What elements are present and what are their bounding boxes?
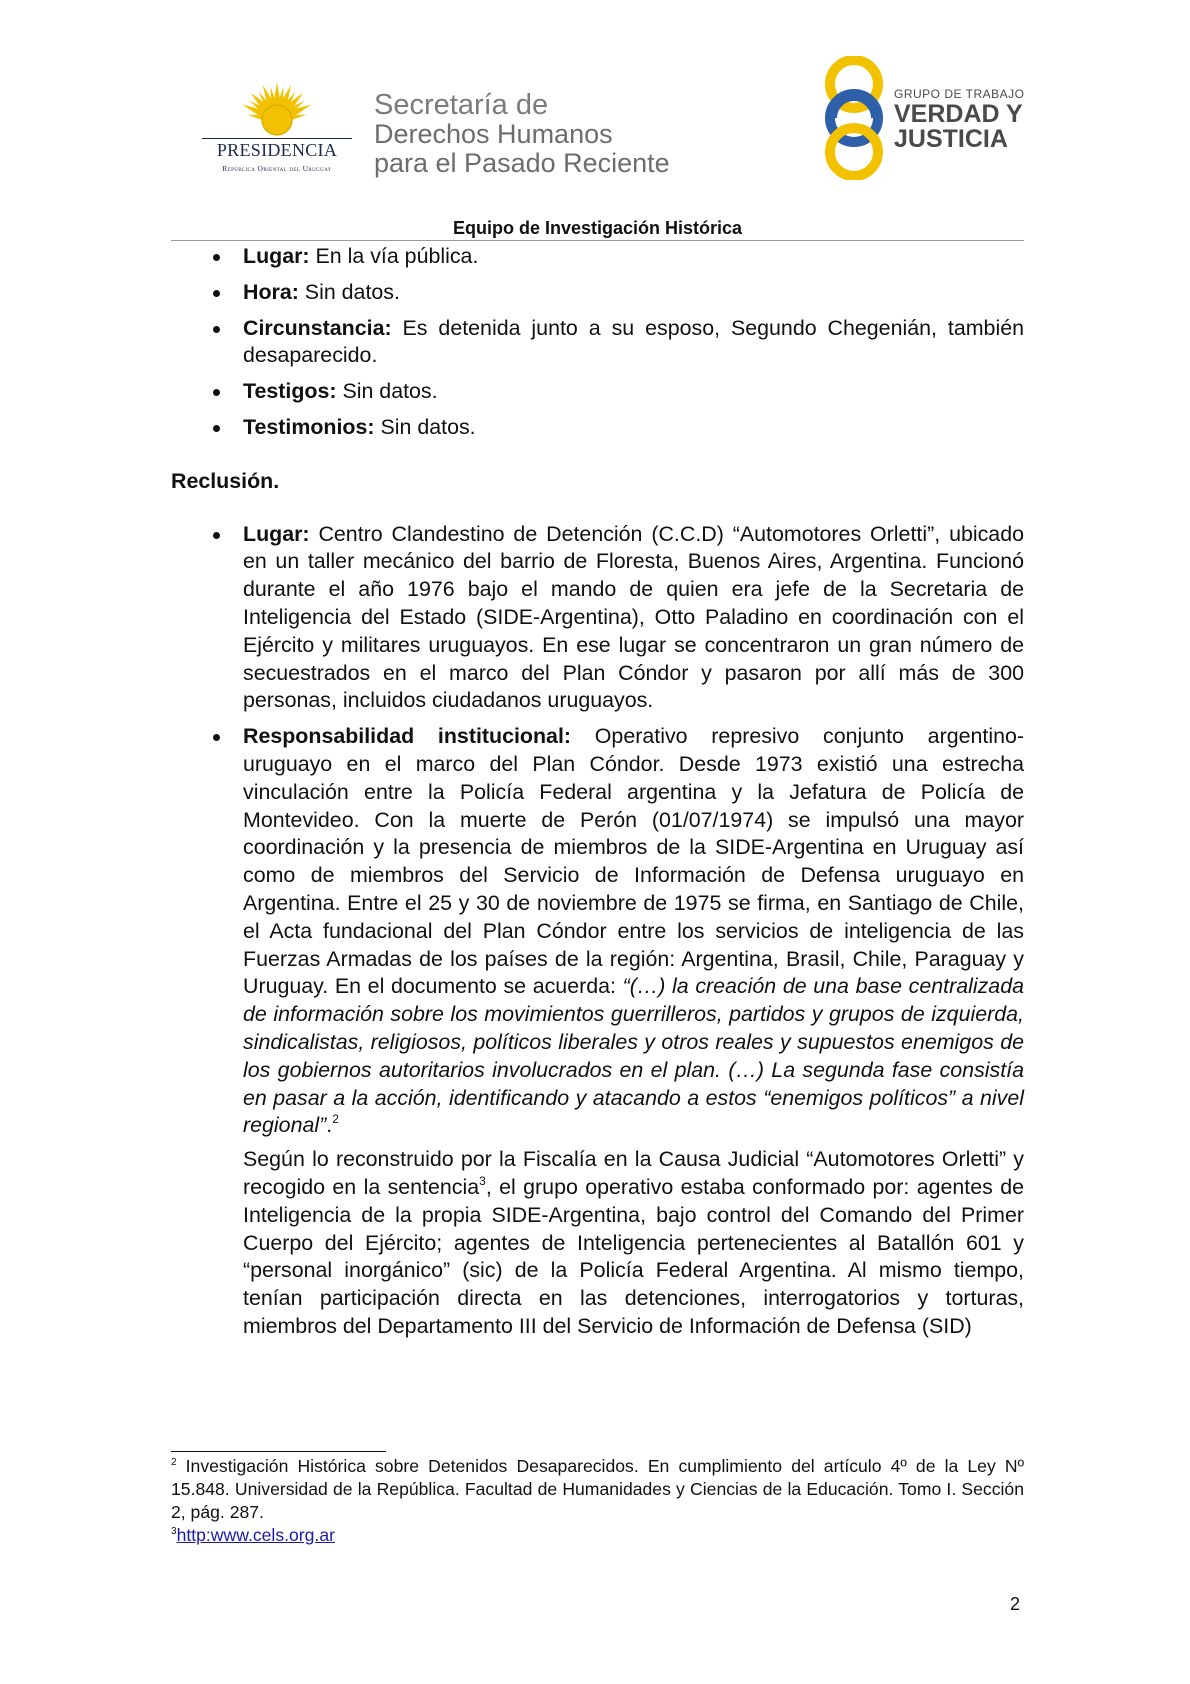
footnote-divider [171, 1451, 386, 1452]
item-text: Sin datos. [336, 379, 438, 404]
secretaria-title [374, 90, 704, 178]
verdad-justicia-logo [820, 56, 1030, 180]
item-text: Sin datos. [374, 414, 476, 439]
footnote-ref[interactable]: 3 [479, 1173, 486, 1188]
footnote-link[interactable]: http:www.cels.org.ar [176, 1525, 335, 1545]
document-body [171, 243, 1024, 1341]
footnote-text: Investigación Histórica sobre Detenidos Desaparecidos. En cumplimiento del artículo 4º de la Ley Nº 15.848. Universidad de la República. Facultad de Humanidades y Ciencias de la Educación. Tomo I. Sección 2, pág. 287. [171, 1456, 1024, 1522]
page-number: 2 [1010, 1594, 1021, 1614]
item-label: Circunstancia: [243, 315, 392, 340]
presidencia-divider [202, 138, 352, 139]
presidencia-logo [196, 80, 358, 176]
item-text: Sin datos. [298, 279, 400, 304]
list-item [171, 414, 1024, 442]
bullet-icon [213, 290, 220, 297]
footnote-number: 3 [171, 1526, 177, 1537]
item-text: En la vía pública. [309, 244, 479, 268]
item-text: Operativo represivo conjunto argentino-uruguayo en el marco del Plan Cóndor. Desde 1973 existió una estrecha vinculación entre la Policía Federal argentina y la Jefatura de Policía de Montevideo. Con la muerte de Perón (01/07/1974) se impulsó una mayor coordinación y la presencia de miembros de la SIDE-Argentina en Uruguay así como de miembros del Servicio de Información de Defensa uruguayo en Argentina. Entre el 25 y 30 de noviembre de 1975 se firma, en Santiago de Chile, el Acta fundacional del Plan Cóndor entre los servicios de inteligencia de las Fuerzas Armadas de los países de la región: Argentina, Brasil, Chile, Paraguay y Uruguay. En el documento se acuerda: [243, 724, 1024, 999]
body-paragraph [243, 1146, 1024, 1341]
item-text: Es detenida junto a su esposo, Segundo Chegenián, también desaparecido. [243, 315, 1024, 368]
grupo-line-1: GRUPO DE TRABAJO [894, 87, 1025, 101]
bullet-icon [213, 734, 220, 741]
detention-list [171, 243, 1024, 442]
footnotes [171, 1455, 1024, 1547]
paragraph-text: , el grupo operativo estaba conformado por: agentes de Inteligencia de la propia SIDE-Argentina, bajo control del Comando del Primer Cuerpo del Ejército; agentes de Inteligencia pertenecientes al Batallón 601 y “personal inorgánico” (sic) de la Policía Federal Argentina. Al mismo tiempo, tenían participación directa en las detenciones, interrogatorios y torturas, miembros del Departamento III del Servicio de Información de Defensa (SID) [243, 1174, 1024, 1338]
section-heading-reclusion: Reclusión. [171, 468, 280, 493]
paragraph-text: Según lo reconstruido por la Fiscalía en la Causa Judicial “Automotores Orletti” y recogido en la sentencia [243, 1147, 1024, 1199]
grupo-line-2: VERDAD Y [894, 100, 1023, 128]
item-label: Testimonios: [243, 414, 375, 439]
list-item [171, 243, 1024, 271]
item-label: Lugar: [243, 521, 310, 546]
bullet-icon [213, 326, 220, 333]
footnote [171, 1455, 1024, 1524]
item-label: Testigos: [243, 379, 337, 404]
list-item [171, 521, 1024, 716]
header-team-name: Equipo de Investigación Histórica [452, 218, 743, 238]
presidencia-name: PRESIDENCIA [216, 140, 338, 160]
item-label: Lugar: [243, 244, 310, 268]
item-text-end: . [326, 1113, 333, 1138]
quoted-text: “(…) la creación de una base centralizada de información sobre los movimientos guerrilleros, partidos y grupos de izquierda, sindicalistas, religiosos, políticos liberales y otros reales y supuestos enemigos de los gobiernos autoritarios involucrados en el plan. (…) La segunda fase consistía en pasar a la acción, identificando y atacando a estos “enemigos políticos” a nivel regional” [243, 974, 1024, 1138]
reclusion-list [171, 521, 1024, 1141]
chain-rings-icon [820, 56, 894, 180]
bullet-icon [213, 389, 220, 396]
item-text: Centro Clandestino de Detención (C.C.D) “Automotores Orletti”, ubicado en un taller mecánico del barrio de Floresta, Buenos Aires, Argentina. Funcionó durante el año 1976 bajo el mando de quien era jefe de la Secretaria de Inteligencia del Estado (SIDE-Argentina), Otto Paladino en coordinación con el Ejército y militares uruguayos. En ese lugar se concentraron un gran número de secuestrados en el marco del Plan Cóndor y pasaron por allí más de 300 personas, incluidos ciudadanos uruguayos. [243, 521, 1024, 713]
list-item [171, 315, 1024, 371]
bullet-icon [213, 425, 220, 432]
item-label: Responsabilidad institucional: [243, 724, 572, 749]
list-item [171, 279, 1024, 307]
secretaria-line-1: Secretaría de [374, 89, 549, 121]
item-label: Hora: [243, 279, 299, 304]
header-divider [171, 240, 1024, 241]
grupo-line-3: JUSTICIA [894, 125, 1008, 153]
footnote-ref[interactable]: 2 [332, 1112, 339, 1127]
secretaria-line-3: para el Pasado Reciente [374, 148, 670, 178]
presidencia-subtitle: República Oriental del Uruguay [222, 164, 332, 173]
sun-emblem-icon [196, 80, 358, 140]
bullet-icon [213, 532, 220, 539]
list-item [171, 378, 1024, 406]
bullet-icon [213, 254, 220, 261]
footnote [171, 1524, 1024, 1547]
secretaria-line-2: Derechos Humanos [374, 119, 613, 149]
footnote-number: 2 [171, 1457, 177, 1468]
list-item [171, 723, 1024, 1140]
